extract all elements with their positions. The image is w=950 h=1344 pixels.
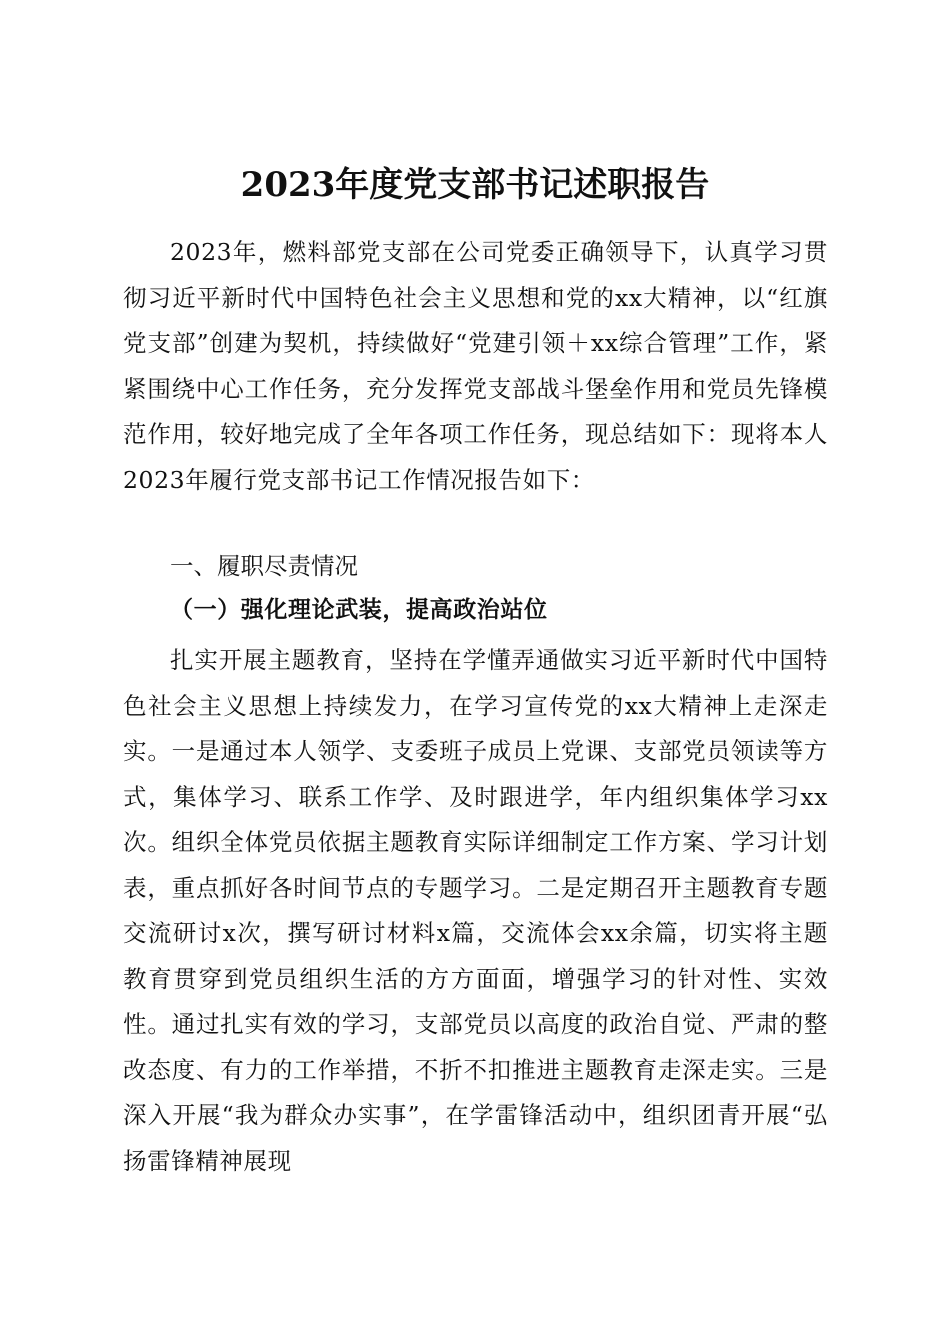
intro-paragraph: 2023年，燃料部党支部在公司党委正确领导下，认真学习贯彻习近平新时代中国特色社会主义思想和党的xx大精神，以“红旗党支部”创建为契机，持续做好“党建引领＋xx综合管理”工作，紧紧围绕中心工作任务，充分发挥党支部战斗堡垒作用和党员先锋模范作用，较好地完成了全年各项工作任务，现总结如下：现将本人2023年履行党支部书记工作情况报告如下： (123, 238, 828, 494)
section-heading-1: 一、履职尽责情况 (170, 552, 358, 580)
document-title: 2023年度党支部书记述职报告 (240, 164, 710, 205)
subsection-1-paragraph: 扎实开展主题教育，坚持在学懂弄通做实习近平新时代中国特色社会主义思想上持续发力，在学习宣传党的xx大精神上走深走实。一是通过本人领学、支委班子成员上党课、支部党员领读等方式，集体学习、联系工作学、及时跟进学，年内组织集体学习xx次。组织全体党员依据主题教育实际详细制定工作方案、学习计划表，重点抓好各时间节点的专题学习。二是定期召开主题教育专题交流研讨x次，撰写研讨材料x篇，交流体会xx余篇，切实将主题教育贯穿到党员组织生活的方方面面，增强学习的针对性、实效性。通过扎实有效的学习，支部党员以高度的政治自觉、严肃的整改态度、有力的工作举措，不折不扣推进主题教育走深走实。三是深入开展“我为群众办实事”，在学雷锋活动中，组织团青开展“弘扬雷锋精神展现 (123, 646, 828, 1175)
subsection-heading-1: （一）强化理论武装，提高政治站位 (170, 596, 548, 623)
